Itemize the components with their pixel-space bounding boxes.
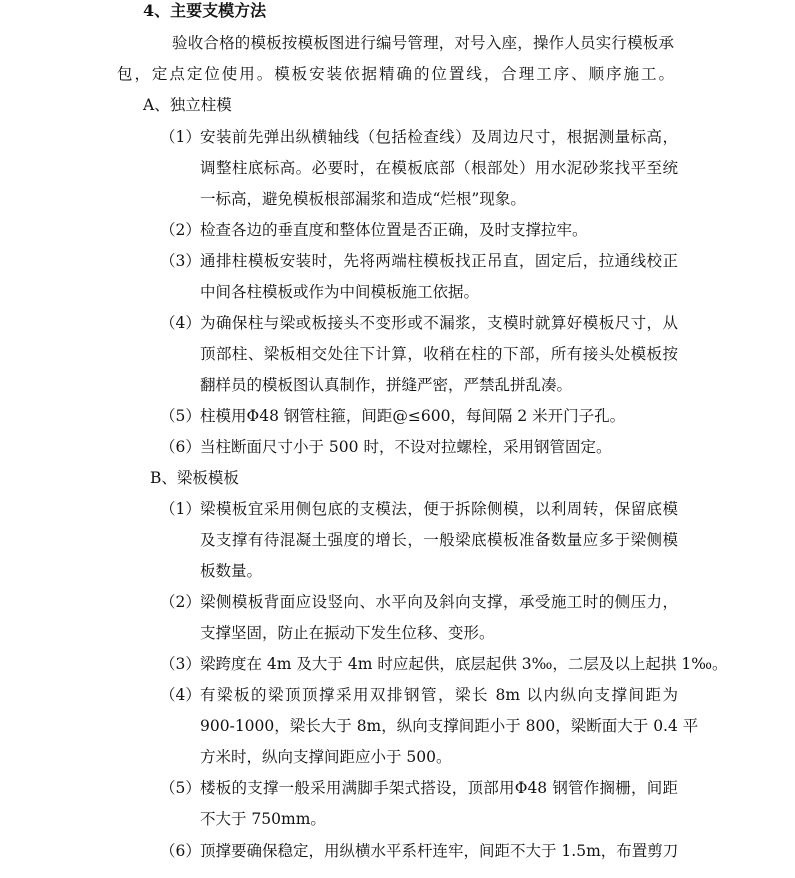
item-number: （5）	[160, 779, 201, 797]
section-heading: 4、主要支模方法	[143, 1, 267, 20]
item-text-line: 检查各边的垂直度和整体位置是否正确，及时支撑拉牢。	[200, 221, 588, 239]
item-text-line: 为确保柱与梁或板接头不变形或不漏浆，支模时就算好模板尺寸，从	[200, 314, 678, 332]
item-text-line: 翻样员的模板图认真制作，拼缝严密，严禁乱拼乱凑。	[200, 376, 573, 394]
item-text-line: 板数量。	[200, 562, 263, 580]
item-number: （3）	[160, 252, 201, 270]
item-text-line: 通排柱模板安装时，先将两端柱模板找正吊直，固定后，拉通线校正	[200, 252, 678, 270]
item-text-line: 顶撑要确保稳定，用纵横水平系杆连牢，间距不大于 1.5m，布置剪刀	[200, 842, 679, 860]
item-text-line: 调整柱底标高。必要时，在模板底部（根部处）用水泥砂浆找平至统	[200, 159, 678, 177]
item-text-line: 不大于 750mm。	[200, 810, 326, 828]
item-text-line: 支撑坚固，防止在振动下发生位移、变形。	[200, 624, 495, 642]
intro-line-1: 验收合格的模板按模板图进行编号管理，对号入座，操作人员实行模板承	[172, 34, 674, 52]
item-number: （5）	[160, 407, 201, 425]
item-text-line: 中间各柱模板或作为中间模板施工依据。	[200, 283, 480, 301]
section-title-b: B、梁板模板	[150, 469, 239, 487]
item-text-line: 当柱断面尺寸小于 500 时，不设对拉螺栓，采用钢管固定。	[200, 438, 612, 456]
item-text-line: 梁跨度在 4m 及大于 4m 时应起供，底层起供 3‰，二层及以上起拱 1‰。	[200, 655, 728, 673]
item-number: （4）	[160, 686, 201, 704]
item-number: （1）	[160, 128, 201, 146]
section-title-a: A、独立柱模	[143, 96, 232, 114]
item-number: （3）	[160, 655, 201, 673]
item-text-line: 顶部柱、梁板相交处往下计算，收稍在柱的下部，所有接头处模板按	[200, 345, 678, 363]
item-text-line: 楼板的支撑一般采用满脚手架式搭设，顶部用Φ48 钢管作搁栅，间距	[200, 779, 678, 797]
item-text-line: 及支撑有待混凝土强度的增长，一般梁底模板准备数量应多于梁侧模	[200, 531, 678, 549]
item-number: （4）	[160, 314, 201, 332]
item-text-line: 方米时，纵向支撑间距应小于 500。	[200, 748, 452, 766]
item-text-line: 梁侧模板背面应设竖向、水平向及斜向支撑，承受施工时的侧压力，	[200, 593, 678, 611]
item-text-line: 安装前先弹出纵横轴线（包括检查线）及周边尺寸，根据测量标高，	[200, 128, 678, 146]
item-text-line: 柱模用Φ48 钢管柱箍，间距@≤600，每间隔 2 米开门子孔。	[200, 407, 626, 425]
item-number: （2）	[160, 593, 201, 611]
item-text-line: 有梁板的梁顶顶撑采用双排钢管，梁长 8m 以内纵向支撑间距为	[200, 686, 678, 704]
item-number: （1）	[160, 500, 201, 518]
item-text-line: 一标高，避免模板根部漏浆和造成“烂根”现象。	[200, 190, 526, 208]
intro-line-2: 包，定点定位使用。模板安装依据精确的位置线，合理工序、顺序施工。	[117, 65, 674, 83]
item-number: （2）	[160, 221, 201, 239]
item-number: （6）	[160, 438, 201, 456]
item-text-line: 900-1000，梁长大于 8m，纵向支撑间距小于 800，梁断面大于 0.4 平	[200, 717, 699, 735]
item-number: （6）	[160, 842, 201, 860]
item-text-line: 梁模板宜采用侧包底的支模法，便于拆除侧模，以利周转，保留底模	[200, 500, 678, 518]
